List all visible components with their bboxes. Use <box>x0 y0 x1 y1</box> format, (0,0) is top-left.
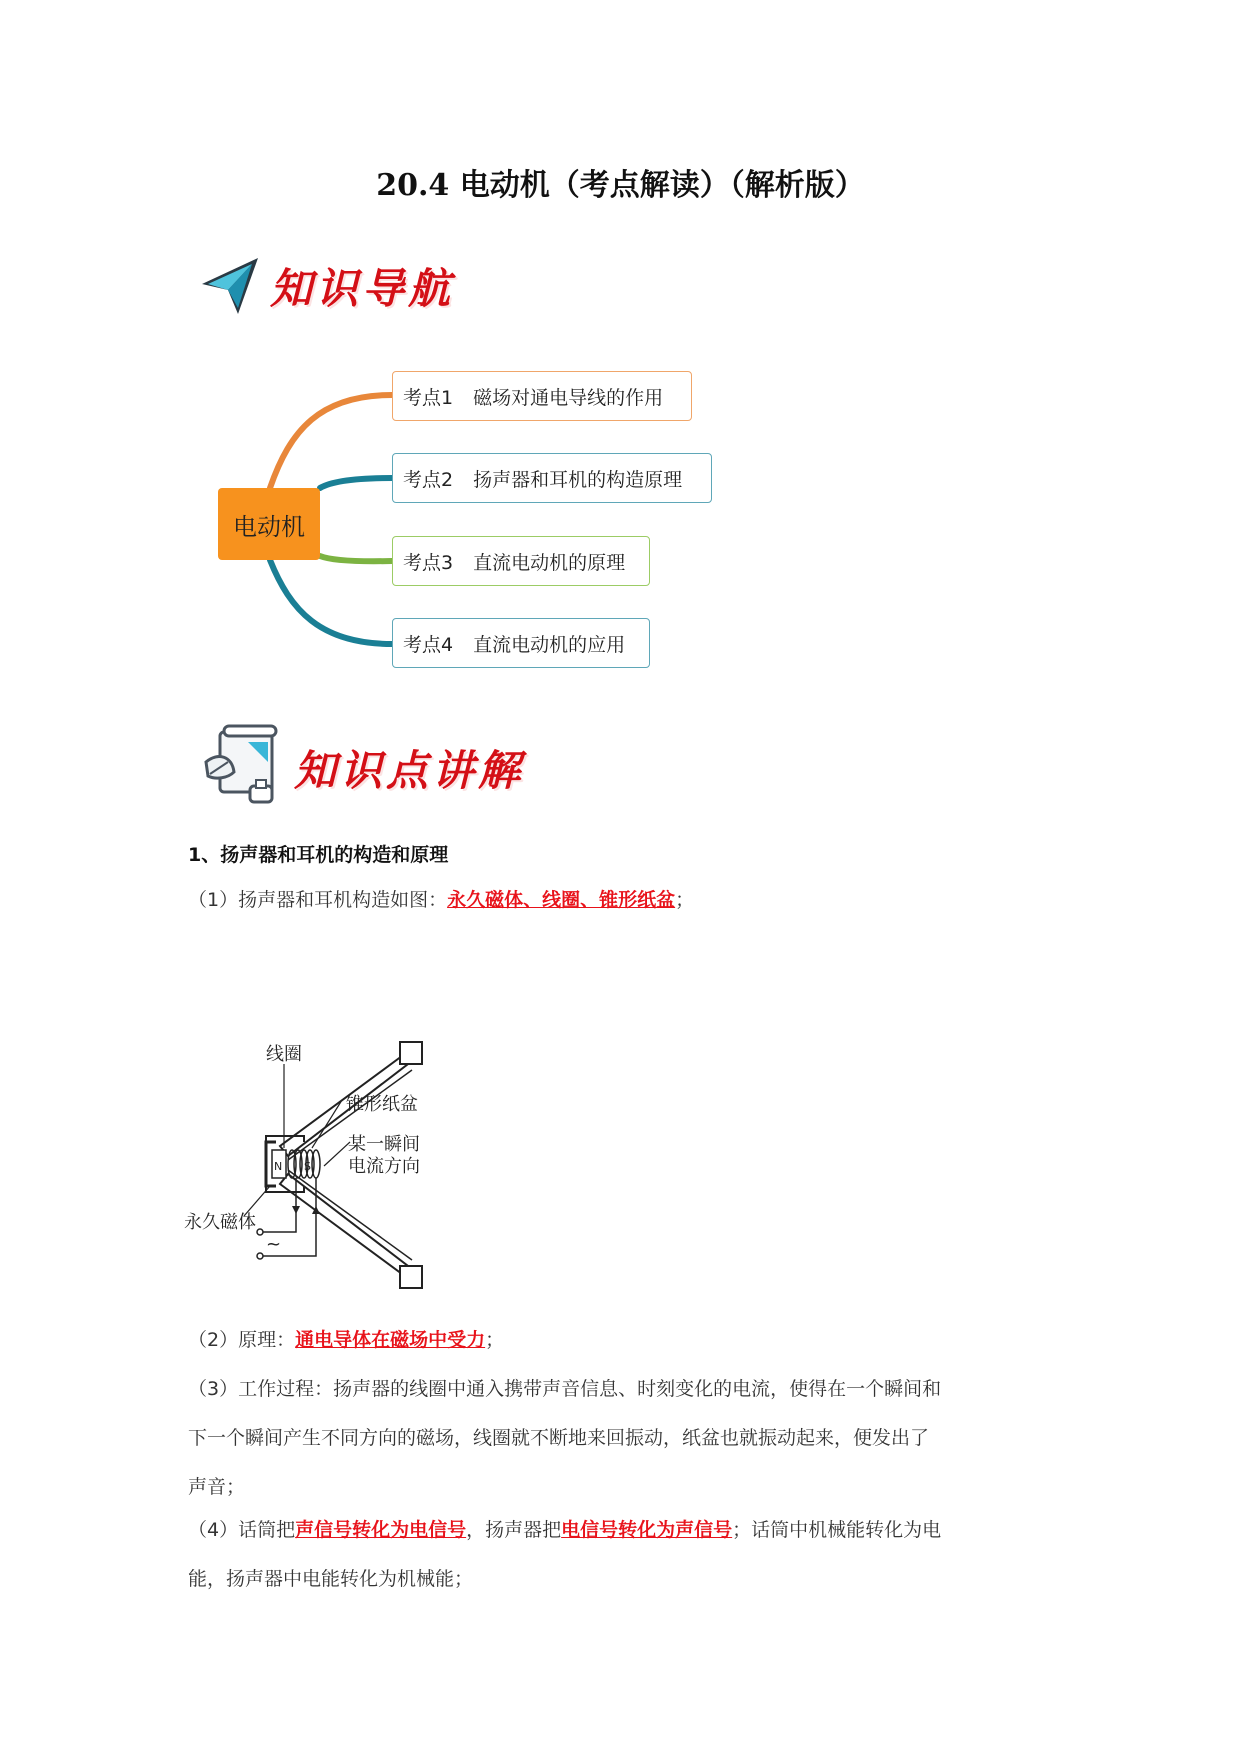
p4-highlight-2: 电信号转化为声信号 <box>561 1519 733 1541</box>
p4-prefix: （4）话筒把 <box>188 1519 296 1541</box>
mindmap-item <box>392 618 650 668</box>
paragraph-3-line-3: 声音； <box>188 1476 246 1498</box>
label-coil: 线圈 <box>266 1044 302 1065</box>
mindmap-item <box>392 536 650 586</box>
branch-4-line <box>270 560 392 644</box>
p2-prefix: （2）原理： <box>188 1329 296 1351</box>
mindmap-connectors <box>0 0 1241 700</box>
mindmap-center: 电动机 <box>218 488 320 560</box>
p1-suffix: ； <box>675 889 695 911</box>
mindmap-item-label: 直流电动机的原理 <box>473 551 626 574</box>
paragraph-3-line-2: 下一个瞬间产生不同方向的磁场，线圈就不断地来回振动，纸盆也就振动起来，便发出了 <box>188 1427 930 1449</box>
speaker-drawing <box>184 1036 484 1306</box>
mindmap-item-num: 考点1 <box>403 386 454 409</box>
paragraph-4-line-1 <box>188 1518 941 1542</box>
paragraph-2 <box>188 1328 504 1352</box>
branch-1-line <box>270 395 392 488</box>
mindmap-item-label: 扬声器和耳机的构造原理 <box>473 468 683 491</box>
label-ac: ~ <box>266 1234 282 1255</box>
p1-prefix: （1）扬声器和耳机构造如图： <box>188 889 448 911</box>
banner-title: 知识点讲解 <box>294 746 525 795</box>
banner-title: 知识导航 <box>270 264 455 313</box>
p4-mid: ，扬声器把 <box>466 1519 562 1541</box>
scroll-quill-icon <box>198 722 284 808</box>
label-cone: 锥形纸盆 <box>346 1094 418 1115</box>
mindmap-item <box>392 371 692 421</box>
mindmap-item <box>392 453 712 503</box>
p2-highlight: 通电导体在磁场中受力 <box>295 1329 486 1351</box>
paragraph-3-line-1: （3）工作过程：扬声器的线圈中通入携带声音信息、时刻变化的电流，使得在一个瞬间和 <box>188 1378 942 1400</box>
label-current-1: 某一瞬间 <box>348 1134 420 1155</box>
p2-suffix: ； <box>485 1329 505 1351</box>
mindmap-item-num: 考点4 <box>403 633 454 656</box>
branch-2-line <box>320 478 392 488</box>
page-title: 20.4 电动机（考点解读）（解析版） <box>376 168 865 203</box>
pole-s: S <box>304 1160 311 1173</box>
p1-highlight: 永久磁体、线圈、锥形纸盆 <box>447 889 676 911</box>
pole-n: N <box>274 1160 283 1173</box>
speaker-diagram <box>184 1036 484 1306</box>
mindmap-item-num: 考点3 <box>403 551 454 574</box>
mindmap-item-label: 直流电动机的应用 <box>473 633 626 656</box>
section-heading: 1、扬声器和耳机的构造和原理 <box>188 844 449 866</box>
label-magnet: 永久磁体 <box>184 1212 256 1233</box>
mindmap-item-label: 磁场对通电导线的作用 <box>473 386 664 409</box>
mindmap-item-num: 考点2 <box>403 468 454 491</box>
p4-suffix: ；话筒中机械能转化为电 <box>732 1519 942 1541</box>
p4-highlight-1: 声信号转化为电信号 <box>295 1519 467 1541</box>
branch-3-line <box>320 556 392 561</box>
paragraph-1 <box>188 888 694 912</box>
paragraph-4-line-2: 能，扬声器中电能转化为机械能； <box>188 1568 474 1590</box>
label-current-2: 电流方向 <box>348 1156 420 1177</box>
knowledge-explain-banner <box>198 722 558 812</box>
